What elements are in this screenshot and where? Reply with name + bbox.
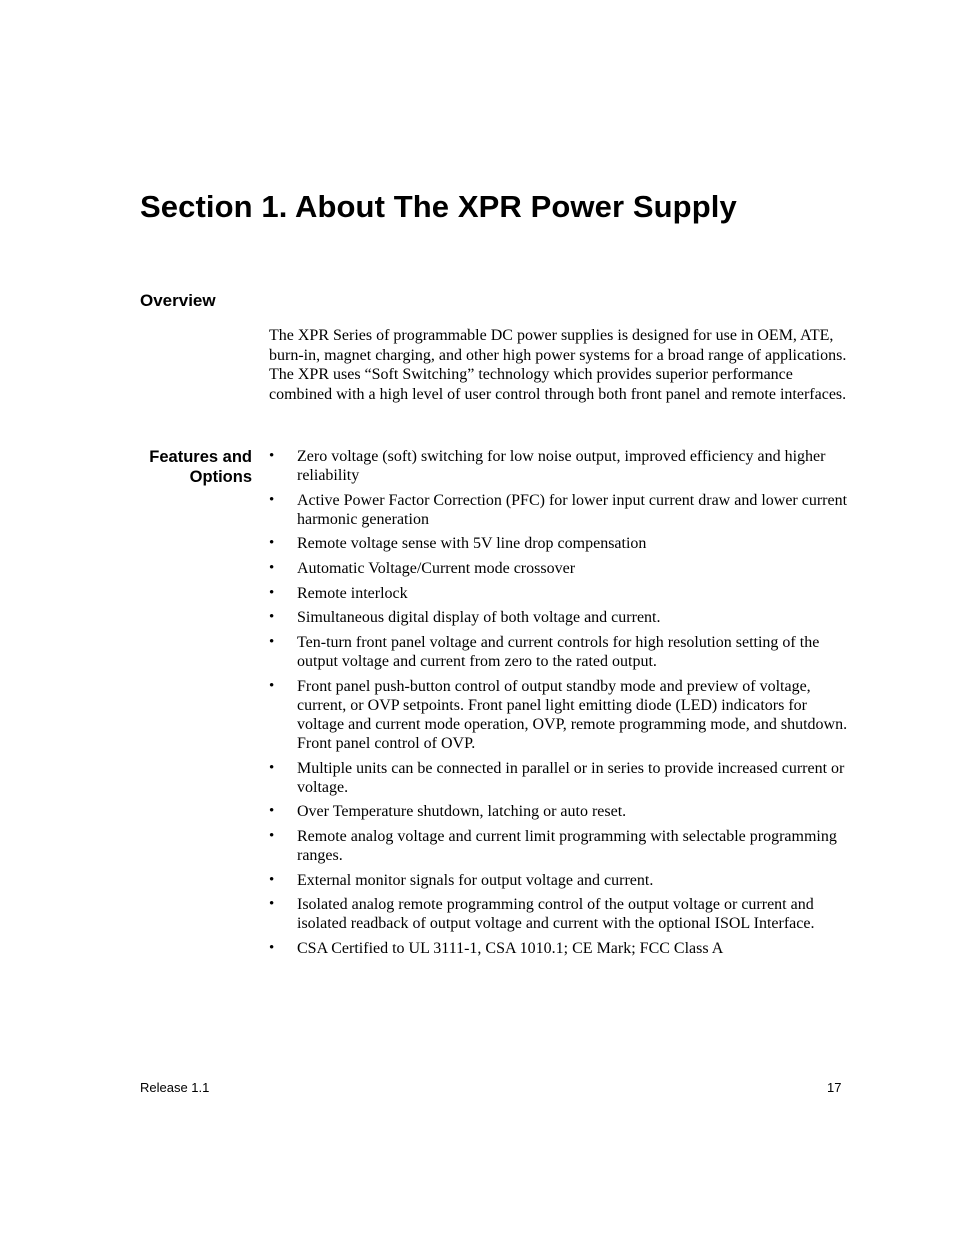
bullet-icon: • — [269, 896, 275, 913]
bullet-icon: • — [269, 827, 275, 844]
feature-text: Remote interlock — [297, 584, 408, 602]
feature-text: Simultaneous digital display of both voltage and current. — [297, 609, 661, 627]
bullet-icon: • — [269, 448, 275, 464]
feature-item — [269, 559, 849, 578]
overview-paragraph: The XPR Series of programmable DC power supplies is designed for use in OEM, ATE, burn-in, magnet charging, and other high power systems for a broad range of applications. The XPR uses “Soft Switching” technology which provides superior performance combined with a high level of user control through both front panel and remote interfaces. — [269, 327, 847, 403]
feature-item — [269, 802, 849, 821]
overview-heading: Overview — [140, 291, 216, 310]
feature-item — [269, 939, 849, 958]
feature-text: Multiple units can be connected in parallel or in series to provide increased current or voltage. — [297, 759, 845, 796]
feature-item — [269, 608, 849, 627]
feature-text: Zero voltage (soft) switching for low noise output, improved efficiency and higher reliability — [297, 448, 826, 484]
feature-text: Over Temperature shutdown, latching or auto reset. — [297, 803, 627, 821]
feature-text: Front panel push-button control of output standby mode and preview of voltage, current, or OVP setpoints. Front panel light emitting diode (LED) indicators for voltage and current mode operation, OVP, remote programming mode, and shutdown. Front panel control of OVP. — [297, 677, 848, 752]
feature-item — [269, 491, 849, 529]
feature-text: Remote voltage sense with 5V line drop compensation — [297, 535, 647, 553]
bullet-icon: • — [269, 609, 275, 626]
feature-item — [269, 871, 849, 890]
bullet-icon: • — [269, 535, 275, 552]
feature-item — [269, 759, 849, 797]
feature-text: Remote analog voltage and current limit programming with selectable programming ranges. — [297, 827, 837, 864]
feature-text: CSA Certified to UL 3111-1, CSA 1010.1; CE Mark; FCC Class A — [297, 939, 724, 957]
feature-text: Isolated analog remote programming control of the output voltage or current and isolated readback of output voltage and current with the optional ISOL Interface. — [297, 896, 815, 933]
features-list — [269, 447, 849, 964]
feature-item — [269, 895, 849, 933]
features-heading: Features and Options — [149, 448, 252, 486]
bullet-icon: • — [269, 560, 275, 577]
feature-item — [269, 633, 849, 671]
bullet-icon: • — [269, 939, 275, 956]
feature-item — [269, 584, 849, 603]
page-title: Section 1. About The XPR Power Supply — [140, 189, 737, 224]
feature-item — [269, 677, 849, 753]
feature-item — [269, 534, 849, 553]
bullet-icon: • — [269, 634, 275, 651]
bullet-icon: • — [269, 491, 275, 508]
feature-text: Ten-turn front panel voltage and current controls for high resolution setting of the output voltage and current from zero to the rated output. — [297, 634, 820, 671]
bullet-icon: • — [269, 759, 275, 776]
feature-item — [269, 827, 849, 865]
feature-text: Active Power Factor Correction (PFC) for lower input current draw and lower current harmonic generation — [297, 491, 848, 528]
footer-release-label: Release 1.1 — [140, 1080, 210, 1095]
bullet-icon: • — [269, 677, 275, 694]
feature-text: Automatic Voltage/Current mode crossover — [297, 560, 576, 578]
footer-page-number: 17 — [827, 1080, 842, 1095]
bullet-icon: • — [269, 584, 275, 601]
feature-text: External monitor signals for output voltage and current. — [297, 871, 654, 889]
feature-item — [269, 447, 849, 485]
bullet-icon: • — [269, 803, 275, 820]
bullet-icon: • — [269, 871, 275, 888]
